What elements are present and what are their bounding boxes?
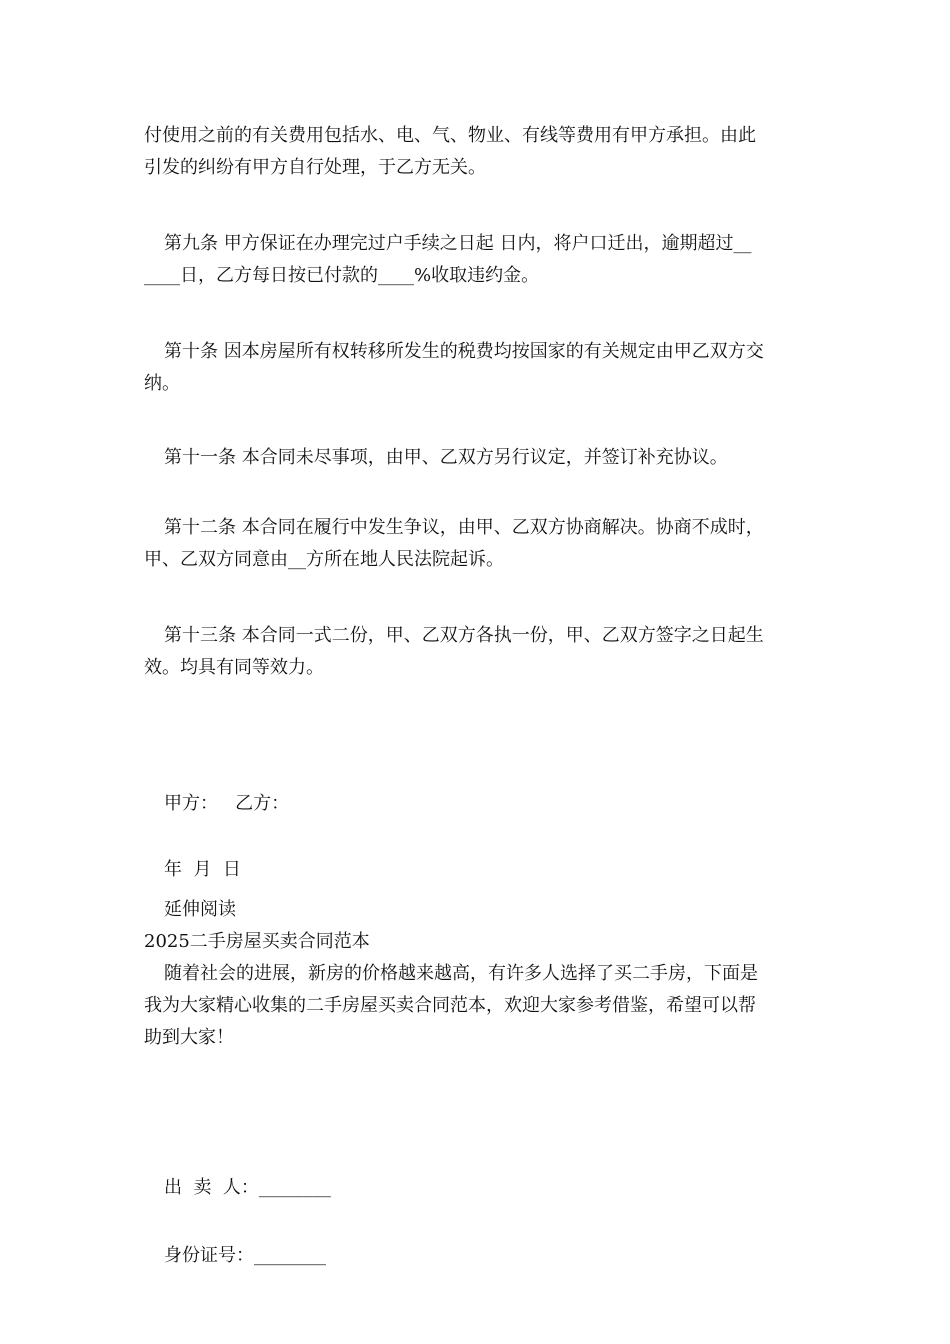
text-line: 纳。 (144, 373, 180, 394)
text-line: 第九条 甲方保证在办理完过户手续之日起 日内，将户口迁出，逾期超过__ (164, 233, 752, 254)
text-line: 我为大家精心收集的二手房屋买卖合同范本，欢迎大家参考借鉴，希望可以帮 (144, 995, 756, 1016)
date-text: 年 月 日 (164, 859, 241, 880)
extended-reading-label: 延伸阅读 (164, 899, 236, 920)
text-line: 第十三条 本合同一式二份，甲、乙双方各执一份，甲、乙双方签字之日起生 (164, 625, 764, 646)
article-12 (144, 512, 804, 576)
text-line: 助到大家！ (144, 1027, 234, 1048)
extended-reading-title: 2025二手房屋买卖合同范本 (144, 931, 370, 952)
text-line: 第十二条 本合同在履行中发生争议，由甲、乙双方协商解决。协商不成时， (164, 517, 764, 538)
article-11 (144, 442, 804, 474)
text-line: 甲、乙双方同意由__方所在地人民法院起诉。 (144, 549, 504, 570)
text-line: 第十一条 本合同未尽事项，由甲、乙双方另行议定，并签订补充协议。 (164, 447, 728, 468)
article-10 (144, 336, 804, 400)
paragraph-fees (144, 120, 804, 184)
extended-reading (144, 894, 804, 1054)
article-13 (144, 620, 804, 684)
text-line: 引发的纠纷有甲方自行处理，于乙方无关。 (144, 157, 486, 178)
signature-text: 甲方： 乙方： (164, 793, 290, 814)
text-line: 随着社会的进展，新房的价格越来越高，有许多人选择了买二手房，下面是 (164, 963, 758, 984)
id-number-field (144, 1176, 804, 1336)
text-line: 第十条 因本房屋所有权转移所发生的税费均按国家的有关规定由甲乙双方交 (164, 341, 764, 362)
seller-line: 出 卖 人：________ (164, 1177, 331, 1198)
article-9 (144, 228, 804, 292)
text-line: ____日，乙方每日按已付款的____%收取违约金。 (144, 265, 540, 286)
text-line: 付使用之前的有关费用包括水、电、气、物业、有线等费用有甲方承担。由此 (144, 125, 756, 146)
text-line: 效。均具有同等效力。 (144, 657, 324, 678)
id-number-line: 身份证号：________ (164, 1245, 326, 1266)
